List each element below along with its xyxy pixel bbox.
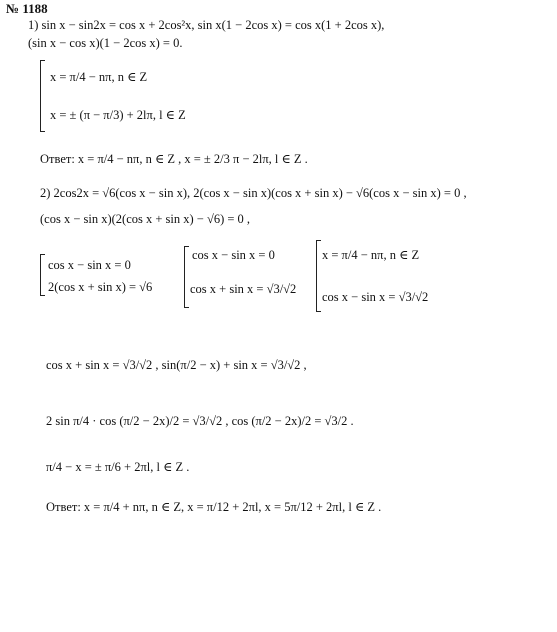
solution-line: cos x + sin x = √3/√2 , sin(π/2 − x) + sin x = √3/√2 ,	[46, 358, 307, 372]
solution-line: cos x − sin x = 0	[48, 258, 131, 272]
solution-line: x = π/4 − nπ, n ∈ Z	[50, 70, 148, 84]
answer-line: Ответ: x = π/4 − nπ, n ∈ Z , x = ± 2/3 π − 2lπ, l ∈ Z .	[40, 152, 308, 166]
solution-line: π/4 − x = ± π/6 + 2πl, l ∈ Z .	[46, 460, 190, 474]
solution-line: x = π/4 − nπ, n ∈ Z	[322, 248, 420, 262]
system-bracket	[40, 254, 41, 296]
solution-line: 2) 2cos2x = √6(cos x − sin x), 2(cos x − sin x)(cos x + sin x) − √6(cos x − sin x) = 0 ,	[40, 186, 467, 200]
system-bracket	[40, 60, 41, 132]
solution-line: cos x − sin x = 0	[192, 248, 275, 262]
answer-line: Ответ: x = π/4 + nπ, n ∈ Z, x = π/12 + 2πl, x = 5π/12 + 2πl, l ∈ Z .	[46, 500, 382, 514]
problem-title: № 1188	[6, 1, 48, 16]
solution-line: cos x − sin x = √3/√2	[322, 290, 429, 304]
solution-line: x = ± (π − π/3) + 2lπ, l ∈ Z	[50, 108, 186, 122]
solution-line: 1) sin x − sin2x = cos x + 2cos²x, sin x(1 − 2cos x) = cos x(1 + 2cos x),	[28, 18, 385, 32]
solution-line: 2 sin π/4 · cos (π/2 − 2x)/2 = √3/√2 , cos (π/2 − 2x)/2 = √3/2 .	[46, 414, 354, 428]
system-bracket	[316, 240, 317, 312]
solution-line: (cos x − sin x)(2(cos x + sin x) − √6) = 0 ,	[40, 212, 251, 226]
solution-line: (sin x − cos x)(1 − 2cos x) = 0.	[28, 36, 183, 50]
system-bracket	[184, 246, 185, 308]
solution-line: 2(cos x + sin x) = √6	[48, 280, 153, 294]
solution-line: cos x + sin x = √3/√2	[190, 282, 297, 296]
